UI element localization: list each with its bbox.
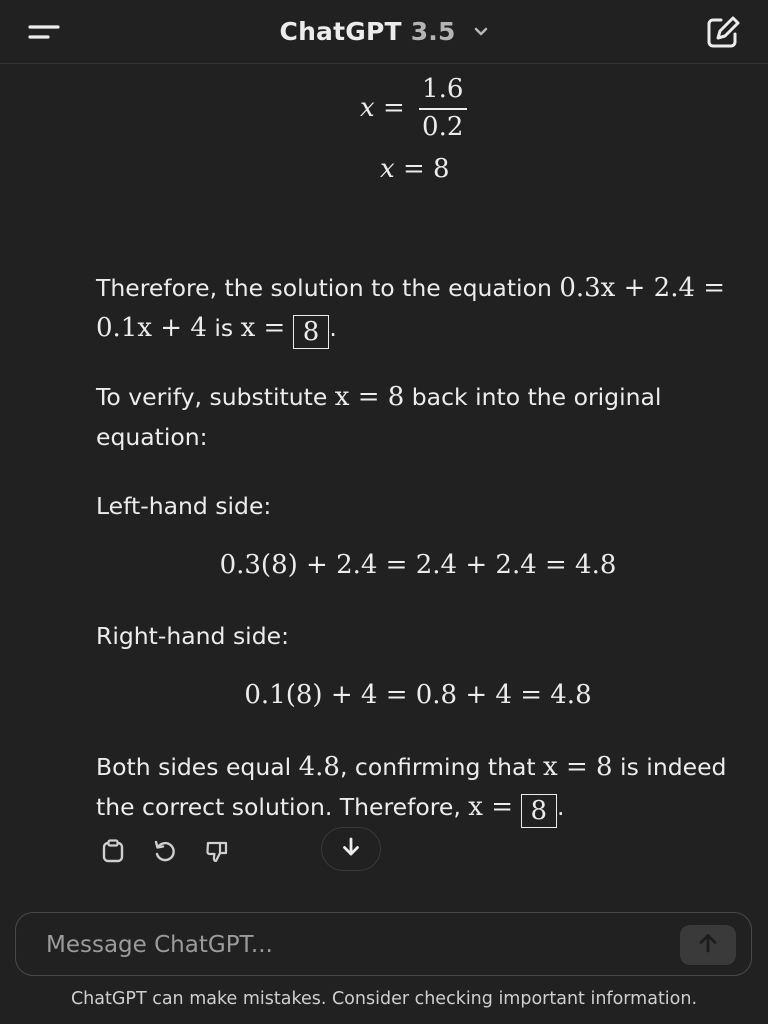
text-run: To verify, substitute — [96, 383, 335, 411]
math-relation: = — [382, 93, 405, 123]
inline-math: 0.3x + 2.4 = 0.1x + 4 — [96, 273, 726, 343]
fraction-bar — [419, 108, 467, 110]
fraction-denominator: 0.2 — [422, 112, 464, 142]
math-relation: = — [402, 154, 425, 184]
send-button[interactable] — [680, 925, 736, 965]
message-composer — [15, 912, 752, 976]
model-selector[interactable] — [0, 14, 768, 46]
boxed-answer: 8 — [521, 794, 558, 828]
inline-math: x = — [468, 792, 514, 822]
regenerate-icon[interactable] — [152, 838, 178, 864]
inline-math: x = 8 — [334, 382, 405, 412]
math-variable: x — [380, 154, 395, 184]
text-run: back into the original equation: — [96, 383, 662, 451]
math-variable: x — [360, 93, 375, 123]
inline-math: x = — [240, 313, 286, 343]
arrow-down-icon — [340, 836, 362, 862]
text-run: . — [557, 793, 565, 821]
solution-paragraph — [96, 268, 736, 349]
clipboard-icon[interactable] — [100, 838, 126, 864]
text-run: is indeed the correct solution. Therefore, — [96, 753, 727, 821]
chevron-down-icon — [474, 14, 488, 43]
text-run: . — [329, 314, 337, 342]
left-hand-side-label: Left-hand side: — [96, 492, 272, 520]
app-title: ChatGPT — [279, 17, 402, 46]
verify-paragraph — [96, 377, 736, 457]
fraction — [419, 74, 467, 142]
left-hand-side-equation: 0.3(8) + 2.4 = 2.4 + 2.4 = 4.8 — [219, 550, 617, 580]
boxed-answer: 8 — [293, 315, 330, 349]
text-run: , confirming that — [339, 753, 544, 781]
inline-math: 4.8 — [298, 752, 340, 782]
text-run: Both sides equal — [96, 753, 299, 781]
fraction-numerator: 1.6 — [422, 74, 464, 104]
equation-fraction — [360, 68, 467, 148]
right-hand-side-label: Right-hand side: — [96, 622, 290, 650]
scroll-to-bottom-button[interactable] — [321, 827, 381, 871]
conclusion-paragraph — [96, 747, 736, 828]
arrow-up-icon — [696, 931, 720, 959]
new-chat-icon[interactable] — [704, 14, 742, 50]
disclaimer-text: ChatGPT can make mistakes. Consider checking important information. — [70, 989, 698, 1009]
thumbs-down-icon[interactable] — [204, 838, 230, 864]
equation-result — [380, 154, 450, 184]
text-run: is — [206, 314, 241, 342]
model-version: 3.5 — [410, 17, 456, 46]
inline-math: x = 8 — [543, 752, 613, 782]
math-value: 8 — [433, 154, 450, 184]
right-hand-side-equation: 0.1(8) + 4 = 0.8 + 4 = 4.8 — [244, 680, 592, 710]
text-run: Therefore, the solution to the equation — [96, 274, 560, 302]
message-input[interactable] — [44, 925, 648, 965]
top-bar — [0, 0, 768, 64]
